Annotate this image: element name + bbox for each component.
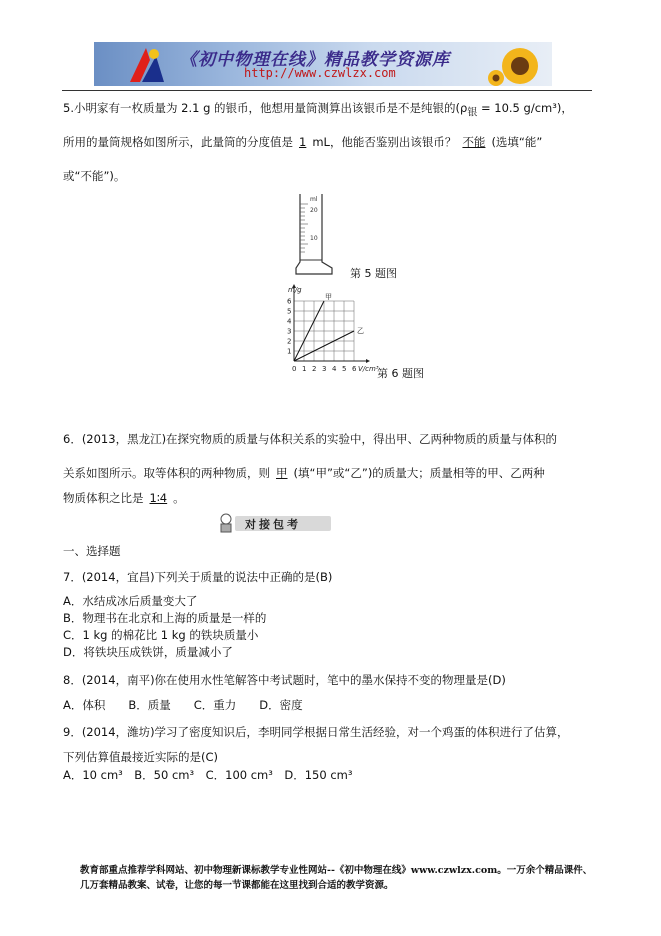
x-tick-label: 4 [332,365,337,373]
q6-text-a: 关系如图所示。取等体积的两种物质，则 [63,466,270,480]
q5-sub: 银 [467,107,478,119]
q5-text-e: (选填“能” [491,135,543,149]
q5-answer-2: 不能 [462,135,486,149]
q5-text-d: mL，他能否鉴别出该银币？ [312,135,457,149]
q6-line1: 6．(2013，黑龙江)在探究物质的质量与体积关系的实验中，得出甲、乙两种物质的质量与体积的 [63,432,558,446]
q7-option-c: C．1 kg 的棉花比 1 kg 的铁块质量小 [63,628,259,642]
q6-text-d: 。 [173,491,185,505]
x-tick-label: 6 [352,365,357,373]
q5-line3: 或“不能”)。 [63,169,126,183]
x-tick-label: 0 [292,365,297,373]
q5-line2 [63,134,542,150]
x-tick-label: 5 [342,365,347,373]
series-label-yi: 乙 [357,327,364,335]
series-label-jia: 甲 [325,293,332,301]
y-tick-label: 3 [287,327,292,336]
section-heading: 一、选择题 [63,544,121,558]
y-tick-label: 1 [287,347,292,356]
cylinder-tick-10: 10 [310,235,318,242]
q5-text-a: 5.小明家有一枚质量为 2.1 g 的银币，他想用量筒测算出该银币是不是纯银的(ρ [63,101,468,115]
cylinder-unit: ml [310,196,318,203]
x-axis-label: V/cm³ [358,365,379,373]
q6-line3 [63,490,185,506]
mass-volume-chart [280,283,390,378]
x-tick-label: 2 [312,365,317,373]
banner-title: 《初中物理在线》精品教学资源库 [180,50,450,70]
cylinder-tick-20: 20 [310,207,318,214]
section-tag [215,512,333,534]
graduated-cylinder-figure [294,190,334,276]
q9-line1: 9．(2014，潍坊)学习了密度知识后，李明同学根据日常生活经验，对一个鸡蛋的体积进行了估算， [63,725,569,739]
footer-line1: 教育部重点推荐学科网站、初中物理新课标教学专业性网站--《初中物理在线》www.czwlzx.com。一万余个精品课件、 [80,865,593,876]
sunflower-icon [482,42,552,86]
q8-options: A．体积 B．质量 C．重力 D．密度 [63,698,303,712]
header-banner [94,42,552,86]
y-tick-label: 2 [287,337,292,346]
q6-text-c: 物质体积之比是 [63,491,144,505]
q7-option-d: D．将铁块压成铁饼，质量减小了 [63,645,233,659]
x-tick-label: 1 [302,365,307,373]
y-tick-label: 5 [287,307,292,316]
cartoon-figure-icon [215,512,237,534]
site-logo [116,42,176,86]
q5-line1 [63,100,573,121]
q6-text-b: (填“甲”或“乙”)的质量大；质量相等的甲、乙两种 [293,466,545,480]
q9-line2: 下列估算值最接近实际的是(C) [63,750,219,764]
header-rule [62,90,592,91]
q5-text-c: 所用的量筒规格如图所示，此量筒的分度值是 [63,135,293,149]
y-tick-label: 6 [287,297,292,306]
x-axis-arrow [366,359,370,363]
q6-line2 [63,465,545,481]
q6-answer-1: 甲 [276,466,288,480]
q5-text-b: = 10.5 g/cm³)， [477,101,573,115]
section-tag-label: 对接包考 [245,518,301,531]
q7-option-b: B．物理书在北京和上海的质量是一样的 [63,611,267,625]
q6-answer-2: 1∶4 [149,491,168,505]
fig6-caption: 第 6 题图 [377,367,424,380]
footer-line2: 几万套精品教案、试卷，让您的每一节课都能在这里找到合适的教学资源。 [80,880,394,891]
q8-stem: 8．(2014，南平)你在使用水性笔解答中考试题时，笔中的墨水保持不变的物理量是(D) [63,673,506,687]
q7-option-a: A．水结成冰后质量变大了 [63,594,198,608]
fig5-caption: 第 5 题图 [350,267,397,280]
q5-answer-1: 1 [299,135,307,149]
q9-options: A．10 cm³ B．50 cm³ C．100 cm³ D．150 cm³ [63,768,353,782]
x-tick-label: 3 [322,365,327,373]
banner-url[interactable]: http://www.czwlzx.com [244,66,396,80]
q7-stem: 7．(2014，宜昌)下列关于质量的说法中正确的是(B) [63,570,333,584]
y-tick-label: 4 [287,317,292,326]
y-axis-label: m/g [288,286,302,294]
